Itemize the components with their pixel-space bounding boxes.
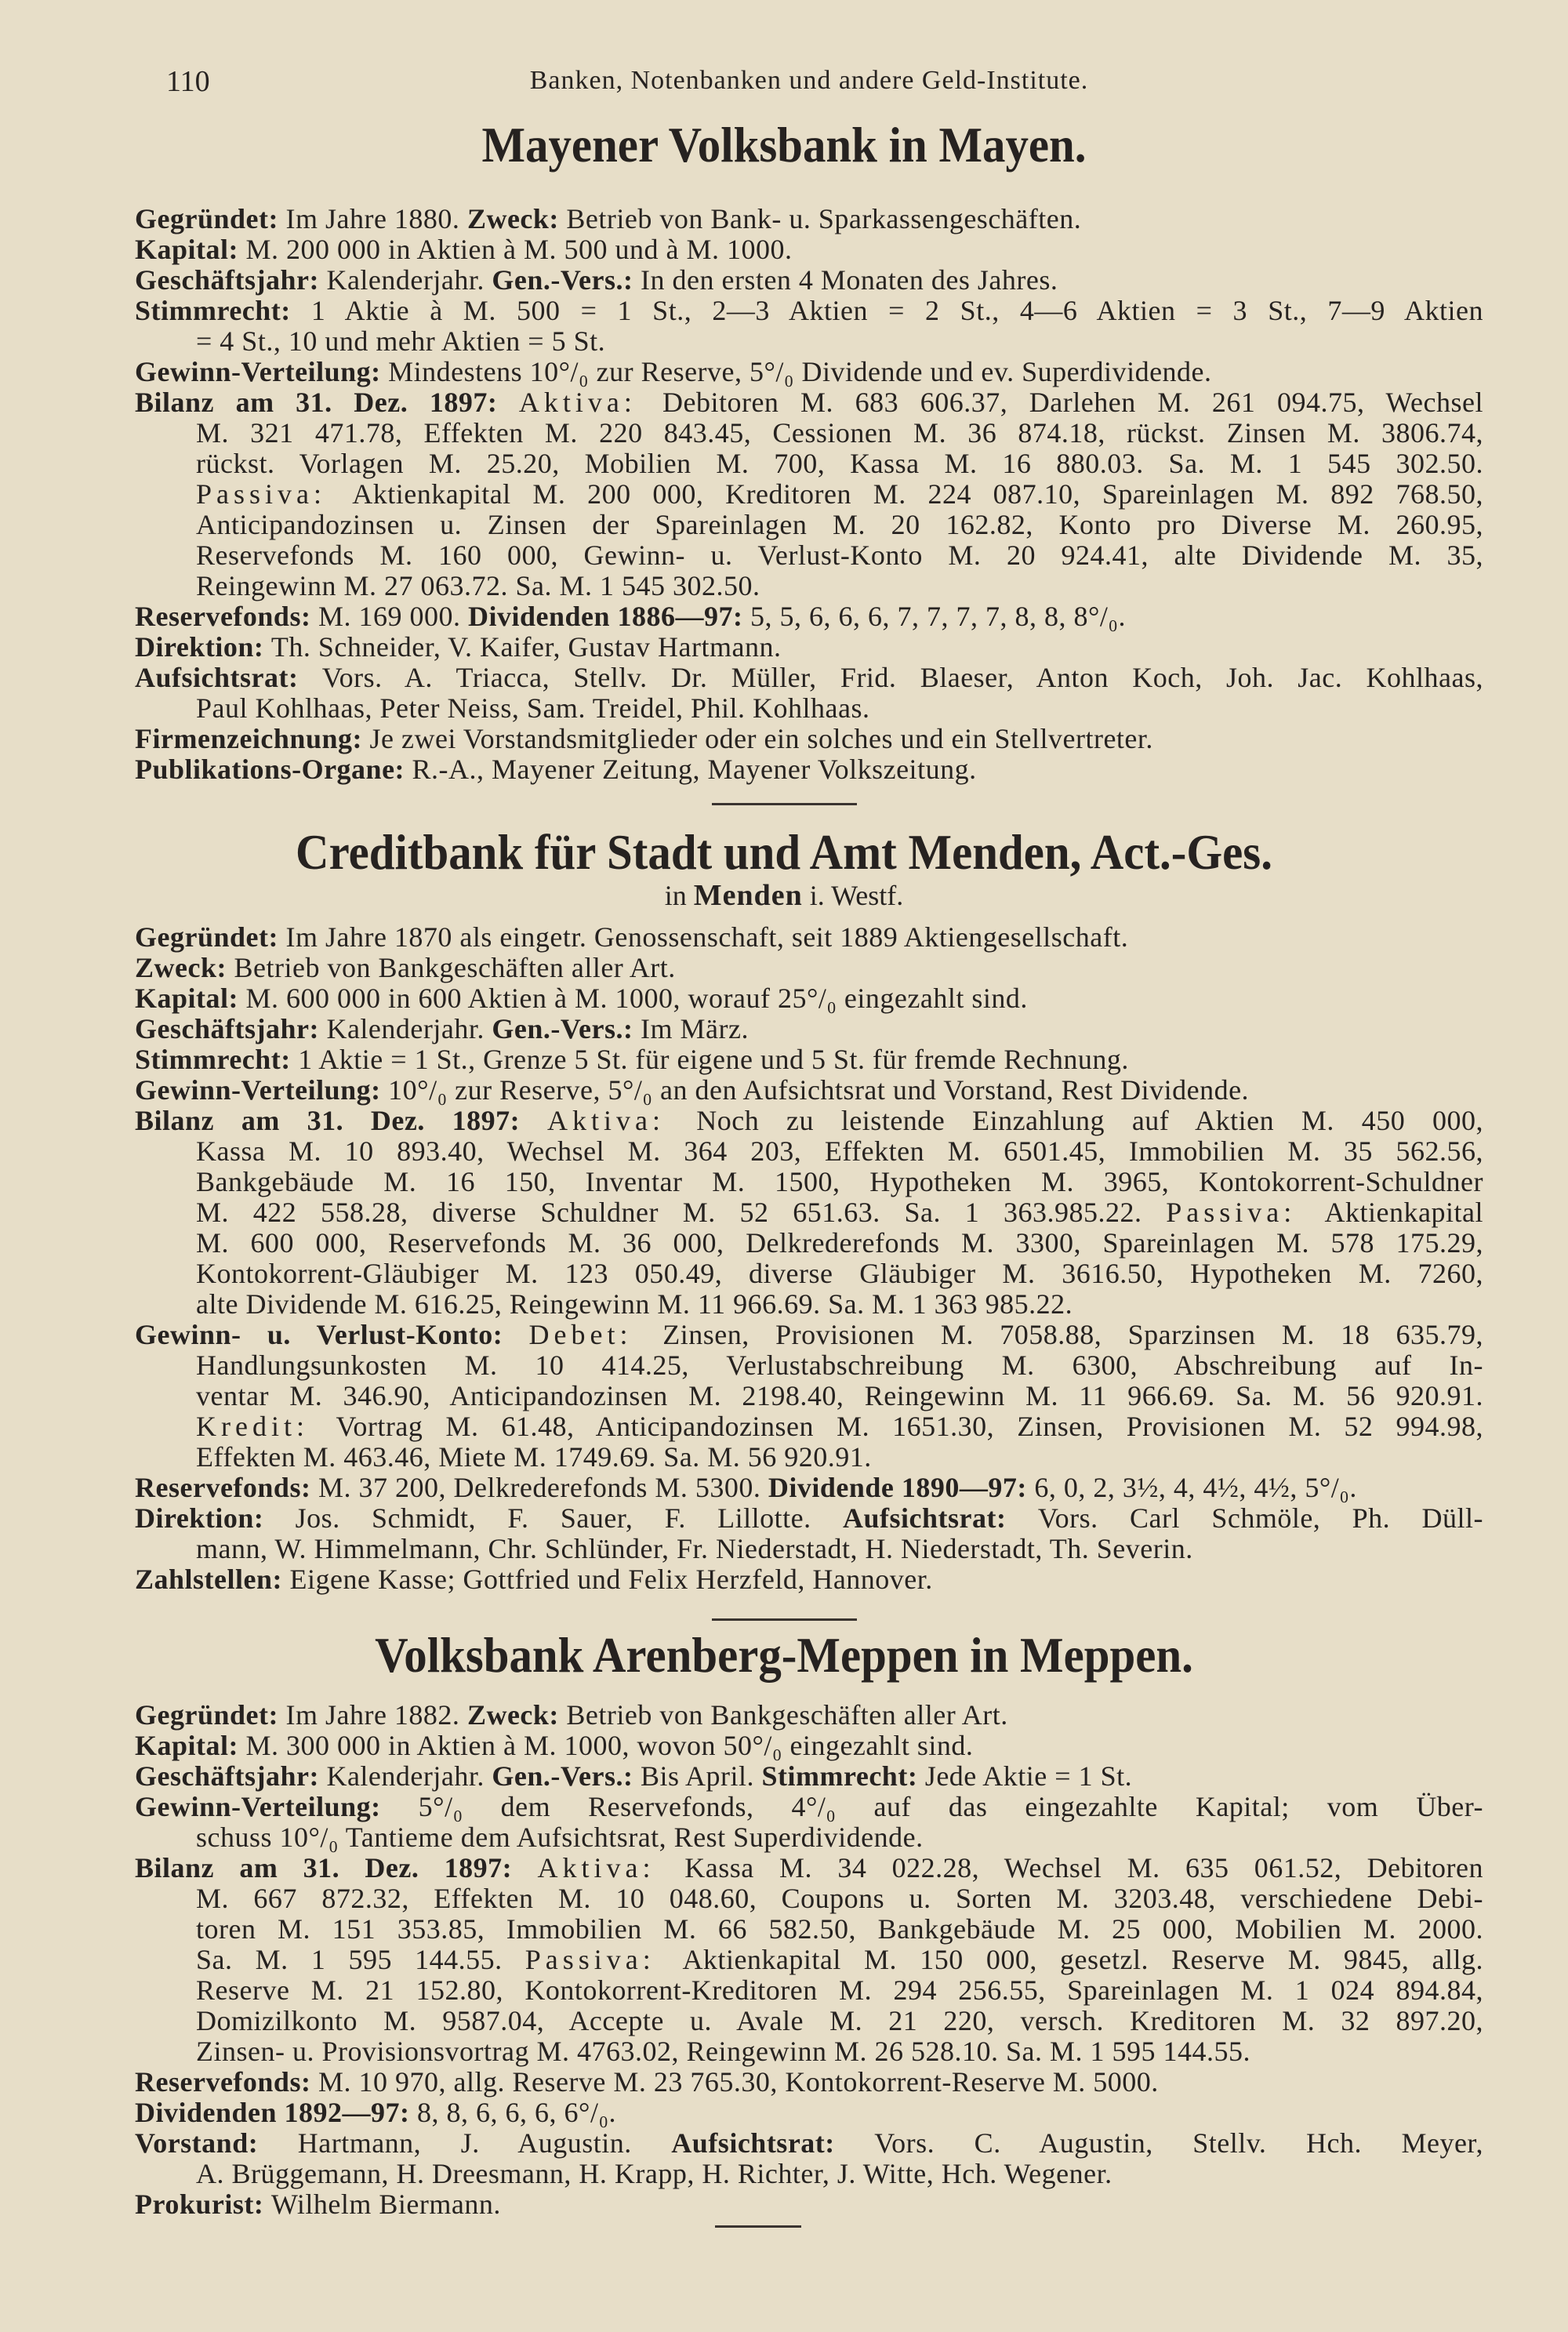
text-line: [135, 724, 1483, 754]
field-text: Kassa M. 34 022.28, Wechsel M. 635 061.52, Debitoren: [684, 1853, 1483, 1883]
field-label: Firmenzeichnung:: [135, 724, 370, 754]
field-label: Reservefonds:: [135, 1473, 318, 1503]
field-text: Vors. A. Triacca, Stellv. Dr. Müller, Frid. Blaeser, Anton Koch, Joh. Jac. Kohlhaas,: [321, 663, 1483, 693]
text-line: [135, 601, 1483, 632]
field-text: ventar M. 346.90, Anticipandozinsen M. 2198.40, Reingewinn M. 11 966.69. Sa. M. 56 920.91.: [196, 1381, 1483, 1411]
text-line: [135, 922, 1483, 953]
field-text: Im Jahre 1880.: [285, 204, 467, 234]
text-line: [135, 1700, 1483, 1731]
text-line: [135, 1883, 1483, 1914]
section-title-volksbank-arenberg-meppen: Volksbank Arenberg-Meppen in Meppen.: [375, 1627, 1193, 1683]
spaced-label: Passiva:: [524, 1945, 683, 1975]
field-text: Debitoren M. 683 606.37, Darlehen M. 261 094.75, Wechsel: [662, 387, 1483, 418]
text-line: [135, 1914, 1483, 1945]
field-label: Dividende 1890—97:: [768, 1473, 1035, 1503]
field-label: Geschäftsjahr:: [135, 1761, 327, 1792]
field-label: Aufsichtsrat:: [671, 2128, 875, 2159]
text-line: [135, 1289, 1483, 1320]
field-text: Handlungsunkosten M. 10 414.25, Verlustabschreibung M. 6300, Abschreibung auf In-: [196, 1350, 1483, 1381]
subtitle-suffix: i. Westf.: [802, 880, 904, 911]
text-line: [135, 754, 1483, 785]
field-text: A. Brüggemann, H. Dreesmann, H. Krapp, H. Richter, J. Witte, Hch. Wegener.: [196, 2159, 1112, 2189]
field-text: M. 300 000 in Aktien à M. 1000, wovon 50°/₀ eingezahlt sind.: [245, 1731, 974, 1761]
text-line: [135, 540, 1483, 571]
text-line: [135, 1442, 1483, 1473]
text-line: [135, 1761, 1483, 1792]
field-label: Bilanz am 31. Dez. 1897:: [135, 387, 519, 418]
text-line: [135, 1167, 1483, 1197]
field-text: Reingewinn M. 27 063.72. Sa. M. 1 545 302.50.: [196, 571, 760, 601]
field-text: Mindestens 10°/₀ zur Reserve, 5°/₀ Dividende und ev. Superdividende.: [388, 357, 1212, 387]
field-label: Reservefonds:: [135, 601, 318, 632]
text-line: [135, 2098, 1483, 2128]
text-line: [135, 1534, 1483, 1564]
text-line: [135, 1320, 1483, 1350]
text-line: [135, 1075, 1483, 1106]
field-text: Th. Schneider, V. Kaifer, Gustav Hartmann.: [270, 632, 782, 663]
text-line: [135, 1259, 1483, 1289]
text-line: [135, 1044, 1483, 1075]
field-label: Zweck:: [466, 1700, 567, 1731]
field-label: Gen.-Vers.:: [492, 1761, 641, 1792]
running-title: Banken, Notenbanken und andere Geld-Institute.: [529, 66, 1089, 95]
section-divider: [712, 803, 857, 805]
spaced-label: Aktiva:: [546, 1106, 697, 1136]
field-text: = 4 St., 10 und mehr Aktien = 5 St.: [196, 326, 606, 357]
text-line: [135, 1822, 1483, 1853]
field-text: Hartmann, J. Augustin.: [297, 2128, 672, 2159]
field-text: Je zwei Vorstandsmitglieder oder ein solches und ein Stellvertreter.: [369, 724, 1153, 754]
field-label: Gen.-Vers.:: [492, 265, 641, 296]
field-label: Gegründet:: [135, 922, 286, 953]
field-text: Bankgebäude M. 16 150, Inventar M. 1500, Hypotheken M. 3965, Kontokorrent-Schuldner: [196, 1167, 1483, 1197]
text-line: [135, 1473, 1483, 1503]
text-line: [135, 449, 1483, 479]
field-text: Zinsen- u. Provisionsvortrag M. 4763.02, Reingewinn M. 26 528.10. Sa. M. 1 595 144.55.: [196, 2036, 1250, 2067]
section-divider: [712, 1618, 857, 1621]
field-text: Im März.: [641, 1014, 749, 1044]
section-divider: [715, 2225, 801, 2228]
field-text: Wilhelm Biermann.: [270, 2189, 501, 2220]
field-text: M. 422 558.28, diverse Schuldner M. 52 651.63. Sa. 1 363.985.22.: [196, 1197, 1167, 1228]
section-title-creditbank-menden: Creditbank für Stadt und Amt Menden, Act.-Ges.: [296, 824, 1272, 880]
field-text: Domizilkonto M. 9587.04, Accepte u. Avale M. 21 220, versch. Kreditoren M. 32 897.20,: [196, 2006, 1483, 2036]
field-text: Kalenderjahr.: [326, 1761, 492, 1792]
field-label: Direktion:: [135, 632, 271, 663]
text-line: [135, 1106, 1483, 1136]
text-line: [135, 2128, 1483, 2159]
field-text: schuss 10°/₀ Tantieme dem Aufsichtsrat, Rest Superdividende.: [196, 1822, 924, 1853]
field-label: Dividenden 1886—97:: [467, 601, 751, 632]
field-text: Im Jahre 1870 als eingetr. Genossenschaft, seit 1889 Aktiengesellschaft.: [285, 922, 1129, 953]
spaced-label: Aktiva:: [518, 387, 662, 418]
field-label: Dividenden 1892—97:: [135, 2098, 418, 2128]
field-text: M. 37 200, Delkrederefonds M. 5300.: [318, 1473, 768, 1503]
text-line: [135, 479, 1483, 510]
field-text: In den ersten 4 Monaten des Jahres.: [641, 265, 1058, 296]
field-label: Kapital:: [135, 1731, 246, 1761]
field-label: Gewinn- u. Verlust-Konto:: [135, 1320, 529, 1350]
text-line: [135, 953, 1483, 983]
field-text: M. 10 970, allg. Reserve M. 23 765.30, Kontokorrent-Reserve M. 5000.: [318, 2067, 1159, 2098]
text-line: [135, 1564, 1483, 1595]
section-title-mayener-volksbank: Mayener Volksbank in Mayen.: [481, 117, 1087, 173]
field-text: 1 Aktie = 1 St., Grenze 5 St. für eigene und 5 St. für fremde Rechnung.: [298, 1044, 1129, 1075]
field-text: Paul Kohlhaas, Peter Neiss, Sam. Treidel, Phil. Kohlhaas.: [196, 693, 870, 724]
text-line: [135, 204, 1483, 234]
field-text: Reserve M. 21 152.80, Kontokorrent-Kreditoren M. 294 256.55, Spareinlagen M. 1 024 894.84,: [196, 1975, 1483, 2006]
text-line: [135, 2006, 1483, 2036]
field-text: Kontokorrent-Gläubiger M. 123 050.49, diverse Gläubiger M. 3616.50, Hypotheken M. 7260,: [196, 1259, 1483, 1289]
field-text: 1 Aktie à M. 500 = 1 St., 2—3 Aktien = 2 St., 4—6 Aktien = 3 St., 7—9 Aktien: [310, 296, 1483, 326]
text-line: [135, 357, 1483, 387]
field-label: Geschäftsjahr:: [135, 1014, 327, 1044]
field-text: Aktienkapital M. 150 000, gesetzl. Reserve M. 9845, allg.: [682, 1945, 1483, 1975]
field-text: M. 600 000, Reservefonds M. 36 000, Delkrederefonds M. 3300, Spareinlagen M. 578 175.29,: [196, 1228, 1483, 1259]
field-label: Stimmrecht:: [135, 1044, 299, 1075]
field-label: Aufsichtsrat:: [135, 663, 322, 693]
text-line: [135, 693, 1483, 724]
text-line: [135, 1945, 1483, 1975]
field-text: 5, 5, 6, 6, 6, 7, 7, 7, 7, 8, 8, 8°/₀.: [750, 601, 1126, 632]
field-text: toren M. 151 353.85, Immobilien M. 66 582.50, Bankgebäude M. 25 000, Mobilien M. 2000.: [196, 1914, 1483, 1945]
field-text: Vors. Carl Schmöle, Ph. Düll-: [1037, 1503, 1483, 1534]
text-line: [135, 983, 1483, 1014]
field-text: Anticipandozinsen u. Zinsen der Spareinlagen M. 20 162.82, Konto pro Diverse M. 260.95,: [196, 510, 1483, 540]
field-label: Publikations-Organe:: [135, 754, 412, 785]
section-body-mayener-volksbank: [135, 204, 1483, 785]
text-line: [135, 387, 1483, 418]
field-text: Betrieb von Bankgeschäften aller Art.: [566, 1700, 1008, 1731]
field-text: rückst. Vorlagen M. 25.20, Mobilien M. 700, Kassa M. 16 880.03. Sa. M. 1 545 302.50.: [196, 449, 1483, 479]
field-label: Gewinn-Verteilung:: [135, 357, 389, 387]
text-line: [135, 1975, 1483, 2006]
field-text: Vortrag M. 61.48, Anticipandozinsen M. 1651.30, Zinsen, Provisionen M. 52 994.98,: [336, 1411, 1483, 1442]
field-label: Kapital:: [135, 234, 246, 265]
text-line: [135, 1014, 1483, 1044]
section-subtitle-location: [0, 878, 1568, 913]
text-line: [135, 663, 1483, 693]
field-text: Zinsen, Provisionen M. 7058.88, Sparzinsen M. 18 635.79,: [662, 1320, 1483, 1350]
field-label: Bilanz am 31. Dez. 1897:: [135, 1106, 547, 1136]
subtitle-city: Menden: [693, 879, 803, 912]
field-label: Gewinn-Verteilung:: [135, 1075, 389, 1106]
field-text: Aktienkapital: [1324, 1197, 1483, 1228]
field-text: R.-A., Mayener Zeitung, Mayener Volkszeitung.: [412, 754, 977, 785]
text-line: [135, 418, 1483, 449]
text-line: [135, 1197, 1483, 1228]
field-text: Im Jahre 1882.: [285, 1700, 467, 1731]
field-label: Prokurist:: [135, 2189, 271, 2220]
field-text: 10°/₀ zur Reserve, 5°/₀ an den Aufsichtsrat und Vorstand, Rest Dividende.: [388, 1075, 1250, 1106]
field-text: Reservefonds M. 160 000, Gewinn- u. Verlust-Konto M. 20 924.41, alte Dividende M. 35,: [196, 540, 1483, 571]
field-text: Betrieb von Bankgeschäften aller Art.: [234, 953, 676, 983]
field-text: Kalenderjahr.: [326, 1014, 492, 1044]
field-label: Zahlstellen:: [135, 1564, 290, 1595]
text-line: [135, 234, 1483, 265]
field-text: Kalenderjahr.: [326, 265, 492, 296]
running-header: [135, 64, 1483, 99]
field-label: Gegründet:: [135, 204, 286, 234]
subtitle-prefix: in: [664, 880, 694, 911]
field-text: 8, 8, 6, 6, 6, 6°/₀.: [417, 2098, 616, 2128]
field-label: Vorstand:: [135, 2128, 298, 2159]
section-body-volksbank-arenberg-meppen: [135, 1700, 1483, 2220]
text-line: [135, 1136, 1483, 1167]
text-line: [135, 1228, 1483, 1259]
page-number: 110: [166, 65, 210, 98]
field-text: Vors. C. Augustin, Stellv. Hch. Meyer,: [874, 2128, 1483, 2159]
field-label: Zweck:: [466, 204, 567, 234]
text-line: [135, 571, 1483, 601]
field-text: M. 200 000 in Aktien à M. 500 und à M. 1000.: [245, 234, 793, 265]
text-line: [135, 1731, 1483, 1761]
field-text: M. 667 872.32, Effekten M. 10 048.60, Coupons u. Sorten M. 3203.48, verschiedene Debi-: [196, 1883, 1483, 1914]
text-line: [135, 2159, 1483, 2189]
field-text: M. 321 471.78, Effekten M. 220 843.45, Cessionen M. 36 874.18, rückst. Zinsen M. 3806.74,: [196, 418, 1483, 449]
spaced-label: Kredit:: [196, 1411, 336, 1442]
spaced-label: Aktiva:: [537, 1853, 685, 1883]
field-label: Gewinn-Verteilung:: [135, 1792, 419, 1822]
field-text: M. 600 000 in 600 Aktien à M. 1000, worauf 25°/₀ eingezahlt sind.: [245, 983, 1028, 1014]
field-text: Kassa M. 10 893.40, Wechsel M. 364 203, Effekten M. 6501.45, Immobilien M. 35 562.56,: [196, 1136, 1483, 1167]
field-label: Bilanz am 31. Dez. 1897:: [135, 1853, 538, 1883]
text-line: [135, 1381, 1483, 1411]
text-line: [135, 326, 1483, 357]
text-line: [135, 632, 1483, 663]
spaced-label: Passiva:: [196, 479, 353, 510]
field-label: Aufsichtsrat:: [843, 1503, 1038, 1534]
text-line: [135, 265, 1483, 296]
text-line: [135, 2067, 1483, 2098]
field-label: Geschäftsjahr:: [135, 265, 327, 296]
field-text: 5°/₀ dem Reservefonds, 4°/₀ auf das eingezahlte Kapital; vom Über-: [418, 1792, 1483, 1822]
field-text: alte Dividende M. 616.25, Reingewinn M. 11 966.69. Sa. M. 1 363 985.22.: [196, 1289, 1073, 1320]
field-text: Sa. M. 1 595 144.55.: [196, 1945, 525, 1975]
field-label: Reservefonds:: [135, 2067, 318, 2098]
field-text: M. 169 000.: [318, 601, 468, 632]
text-line: [135, 2036, 1483, 2067]
field-text: Betrieb von Bank- u. Sparkassengeschäften.: [566, 204, 1082, 234]
field-text: Jede Aktie = 1 St.: [924, 1761, 1133, 1792]
field-label: Gen.-Vers.:: [492, 1014, 641, 1044]
field-label: Gegründet:: [135, 1700, 286, 1731]
text-line: [135, 1350, 1483, 1381]
field-label: Stimmrecht:: [135, 296, 311, 326]
spaced-label: Debet:: [528, 1320, 663, 1350]
field-text: mann, W. Himmelmann, Chr. Schlünder, Fr. Niederstadt, H. Niederstadt, Th. Severin.: [196, 1534, 1193, 1564]
field-text: Effekten M. 463.46, Miete M. 1749.69. Sa. M. 56 920.91.: [196, 1442, 872, 1473]
field-text: Eigene Kasse; Gottfried und Felix Herzfeld, Hannover.: [289, 1564, 933, 1595]
text-line: [135, 510, 1483, 540]
field-text: Aktienkapital M. 200 000, Kreditoren M. 224 087.10, Spareinlagen M. 892 768.50,: [352, 479, 1483, 510]
text-line: [135, 1792, 1483, 1822]
text-line: [135, 1411, 1483, 1442]
field-label: Direktion:: [135, 1503, 296, 1534]
field-text: Noch zu leistende Einzahlung auf Aktien M. 450 000,: [696, 1106, 1483, 1136]
field-text: 6, 0, 2, 3½, 4, 4½, 4½, 5°/₀.: [1034, 1473, 1357, 1503]
field-label: Zweck:: [135, 953, 234, 983]
field-label: Kapital:: [135, 983, 246, 1014]
text-line: [135, 2189, 1483, 2220]
text-line: [135, 1853, 1483, 1883]
text-line: [135, 296, 1483, 326]
spaced-label: Passiva:: [1166, 1197, 1325, 1228]
field-text: Bis April.: [641, 1761, 762, 1792]
field-text: Jos. Schmidt, F. Sauer, F. Lillotte.: [295, 1503, 843, 1534]
text-line: [135, 1503, 1483, 1534]
section-body-creditbank-menden: [135, 922, 1483, 1595]
field-label: Stimmrecht:: [761, 1761, 925, 1792]
